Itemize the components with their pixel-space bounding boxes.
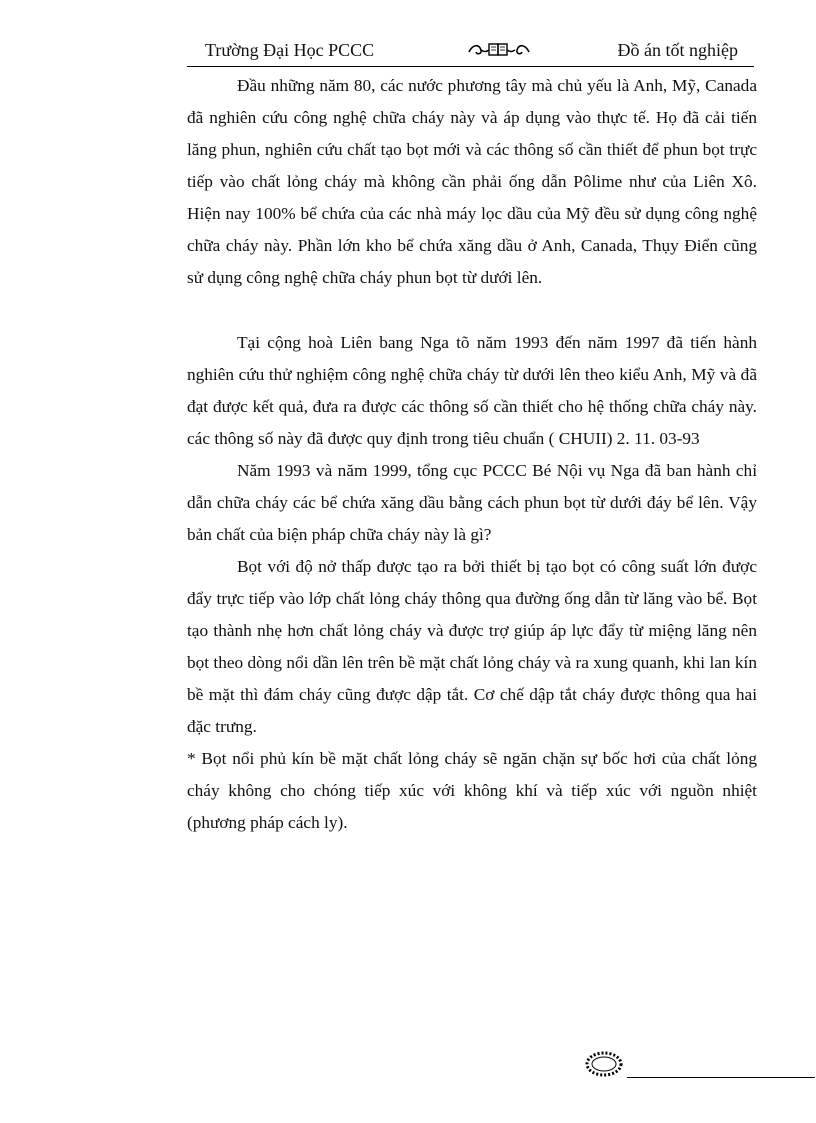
paragraph-5: * Bọt nổi phủ kín bề mặt chất lỏng cháy sẽ ngăn chặn sự bốc hơi của chất lỏng cháy không cho chóng tiếp xúc với không khí và tiếp xúc với nguồn nhiệt (phương pháp cách ly).: [187, 749, 757, 832]
wreath-ornament-icon: [582, 1048, 626, 1080]
paragraph-3: Năm 1993 và năm 1999, tổng cục PCCC Bé Nội vụ Nga đã ban hành chỉ dẫn chữa cháy các bể chứa xăng dầu bằng cách phun bọt từ dưới đáy bể lên. Vậy bản chất của biện pháp chữa cháy này là gì?: [187, 461, 757, 544]
document-type: Đồ án tốt nghiệp: [617, 40, 738, 60]
document-body: [187, 70, 757, 839]
paragraph-2: Tại cộng hoà Liên bang Nga tõ năm 1993 đến năm 1997 đã tiến hành nghiên cứu thử nghiệm công nghệ chữa cháy từ dưới lên theo kiểu Anh, Mỹ và đã đạt được kết quả, đưa ra được các thông số cần thiết cho hệ thống chữa cháy này. các thông số này đã được quy định trong tiêu chuẩn ( CHUII) 2. 11. 03-93: [187, 333, 757, 448]
paragraph-1: Đầu những năm 80, các nước phương tây mà chủ yếu là Anh, Mỹ, Canada đã nghiên cứu công nghệ chữa cháy này và áp dụng vào thực tế. Họ đã cải tiến lăng phun, nghiên cứu chất tạo bọt mới và các thông số cần thiết để phun bọt trực tiếp vào chất lỏng cháy mà không cần phải ống dẫn Pôlime như của Liên Xô. Hiện nay 100% bể chứa của các nhà máy lọc dầu của Mỹ đều sử dụng công nghệ chữa cháy này. Phần lớn kho bể chứa xăng dầu ở Anh, Canada, Thụy Điển cũng sử dụng công nghệ chữa cháy phun bọt từ dưới lên.: [187, 76, 757, 287]
paragraph-4: Bọt với độ nở thấp được tạo ra bởi thiết bị tạo bọt có công suất lớn được đẩy trực tiếp vào lớp chất lỏng cháy thông qua đường ống dẫn từ lăng vào bể. Bọt tạo thành nhẹ hơn chất lỏng cháy và được trợ giúp áp lực đẩy từ miệng lăng nên bọt theo dòng nổi dần lên trên bề mặt chất lỏng cháy và ra xung quanh, khi lan kín bề mặt thì đám cháy cũng được dập tắt. Cơ chế dập tắt cháy được thông qua hai đặc trưng.: [187, 557, 757, 736]
book-scroll-ornament-icon: [467, 40, 531, 60]
school-name: Trường Đại Học PCCC: [205, 40, 375, 60]
footer-rule: [627, 1077, 815, 1078]
page-header: [187, 38, 754, 67]
